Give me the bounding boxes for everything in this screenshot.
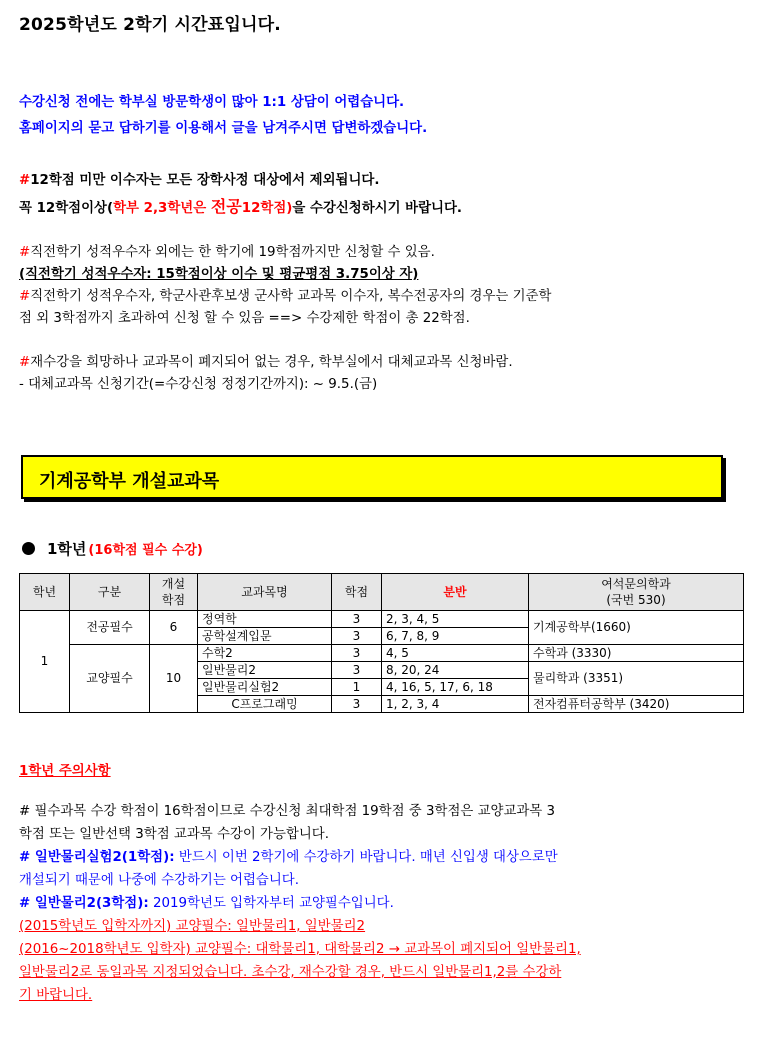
- limit-line-b: (직전학기 성적우수자: 15학점이상 이수 및 평균평점 3.75이상 자): [19, 267, 419, 282]
- open-credits-cell: 6: [150, 611, 198, 645]
- credit-minimum-line: [19, 170, 379, 192]
- note-physics-head: # 일반물리2(3학점):: [19, 896, 149, 911]
- credit-hash: #: [19, 173, 31, 188]
- note-rule-2: (2016~2018학년도 입학자) 교양필수: 대학물리1, 대학물리2 → 교과목이 폐지되어 일반물리1,: [19, 942, 581, 957]
- credits-cell: 3: [332, 696, 382, 713]
- header-dept: 여석문의학과 (국번 530): [529, 574, 744, 611]
- header-open-credits: 개설 학점: [150, 574, 198, 611]
- course-cell: 수학2: [198, 645, 332, 662]
- note-lab-b: 개설되기 때문에 나중에 수강하기는 어렵습니다.: [19, 873, 299, 888]
- retake-line-a: #재수강을 희망하나 교과목이 폐지되어 없는 경우, 학부실에서 대체교과목 신청바람.: [19, 355, 513, 370]
- credits-cell: 3: [332, 662, 382, 679]
- credits-cell: 1: [332, 679, 382, 696]
- dept-cell: 물리학과 (3351): [529, 662, 744, 696]
- note-credits-a: # 필수과목 수강 학점이 16학점이므로 수강신청 최대학점 19학점 중 3학점은 교양교과목 3: [19, 804, 556, 819]
- credit-minimum-visible: 12학점 미만 이수자는 모든 장학사정 대상에서 제외됩니다.: [30, 173, 380, 188]
- limit-line-c: #직전학기 성적우수자, 학군사관후보생 군사학 교과목 이수자, 복수전공자의 경우는 기준학: [19, 289, 552, 304]
- notes-body: [19, 800, 731, 1007]
- section-cell: 1, 2, 3, 4: [382, 696, 529, 713]
- limit-line-a: #직전학기 성적우수자 외에는 한 학기에 19학점까지만 신청할 수 있음.: [19, 245, 435, 260]
- section-cell: 6, 7, 8, 9: [382, 628, 529, 645]
- course-cell: C프로그래밍: [198, 696, 332, 713]
- page-title: 2025학년도 2학기 시간표입니다.: [19, 15, 281, 35]
- section-label: 1학년: [47, 540, 87, 558]
- limit-line-d: 점 외 3학점까지 초과하여 신청 할 수 있음 ==> 수강제한 학점이 총 22학점.: [19, 311, 470, 326]
- table-header-row: [20, 574, 744, 611]
- section-cell: 4, 16, 5, 17, 6, 18: [382, 679, 529, 696]
- dept-cell: 수학과 (3330): [529, 645, 744, 662]
- header-year: 학년: [20, 574, 70, 611]
- credit-req-part1: 꼭 12학점이상(: [19, 201, 114, 216]
- course-cell: 정역학: [198, 611, 332, 628]
- header-section: 분반: [382, 574, 529, 611]
- dept-cell: 전자컴퓨터공학부 (3420): [529, 696, 744, 713]
- credits-cell: 3: [332, 611, 382, 628]
- dept-cell: 기계공학부(1660): [529, 611, 744, 645]
- year-cell: 1: [20, 611, 70, 713]
- note-rule-4: 기 바랍니다.: [19, 988, 93, 1003]
- section-heading-year1: [22, 538, 203, 559]
- course-cell: 일반물리2: [198, 662, 332, 679]
- notes-title: 1학년 주의사항: [19, 764, 111, 779]
- section-cell: 8, 20, 24: [382, 662, 529, 679]
- credit-requirement-line: [19, 196, 462, 220]
- credit-req-part2: 학부 2,3학년은: [113, 201, 211, 216]
- category-cell: 전공필수: [70, 611, 150, 645]
- table-row: [20, 645, 744, 662]
- bullet-icon: [22, 542, 35, 555]
- retake-line-b: - 대체교과목 신청기간(=수강신청 정정기간까지): ~ 9.5.(금): [19, 377, 378, 392]
- notice-consult-line: 수강신청 전에는 학부실 방문학생이 많아 1:1 상담이 어렵습니다.: [19, 95, 405, 110]
- department-banner-label: 기계공학부 개설교과목: [39, 471, 220, 492]
- header-credits: 학점: [332, 574, 382, 611]
- notice-qna-line: 홈페이지의 묻고 답하기를 이용해서 글을 남겨주시면 답변하겠습니다.: [19, 121, 428, 136]
- note-lab-head: # 일반물리실험2(1학점):: [19, 850, 175, 865]
- department-banner: [21, 455, 723, 499]
- header-category: 구분: [70, 574, 150, 611]
- credit-req-part4: 12학점): [241, 201, 293, 216]
- course-cell: 일반물리실험2: [198, 679, 332, 696]
- note-lab-a: [19, 846, 731, 869]
- course-table: [19, 573, 744, 713]
- note-physics: [19, 892, 731, 915]
- section-cell: 4, 5: [382, 645, 529, 662]
- course-cell: 공학설계입문: [198, 628, 332, 645]
- credits-cell: 3: [332, 628, 382, 645]
- note-physics-text: 2019학년도 입학자부터 교양필수입니다.: [148, 896, 394, 911]
- note-credits-b: 학점 또는 일반선택 3학점 교과목 수강이 가능합니다.: [19, 827, 329, 842]
- credit-req-major: 전공: [210, 197, 242, 216]
- credits-cell: 3: [332, 645, 382, 662]
- note-rule-3: 일반물리2로 동일과목 지정되었습니다. 초수강, 재수강할 경우, 반드시 일반물리1,2를 수강하: [19, 965, 562, 980]
- section-cell: 2, 3, 4, 5: [382, 611, 529, 628]
- category-cell: 교양필수: [70, 645, 150, 713]
- credit-req-part5: 을 수강신청하시기 바랍니다.: [292, 201, 463, 216]
- header-course: 교과목명: [198, 574, 332, 611]
- table-row: [20, 611, 744, 628]
- open-credits-cell: 10: [150, 645, 198, 713]
- note-lab-text: 반드시 이번 2학기에 수강하기 바랍니다. 매년 신입생 대상으로만: [174, 850, 558, 865]
- note-rule-1: (2015학년도 입학자까지) 교양필수: 일반물리1, 일반물리2: [19, 919, 366, 934]
- section-sub: (16학점 필수 수강): [88, 543, 203, 558]
